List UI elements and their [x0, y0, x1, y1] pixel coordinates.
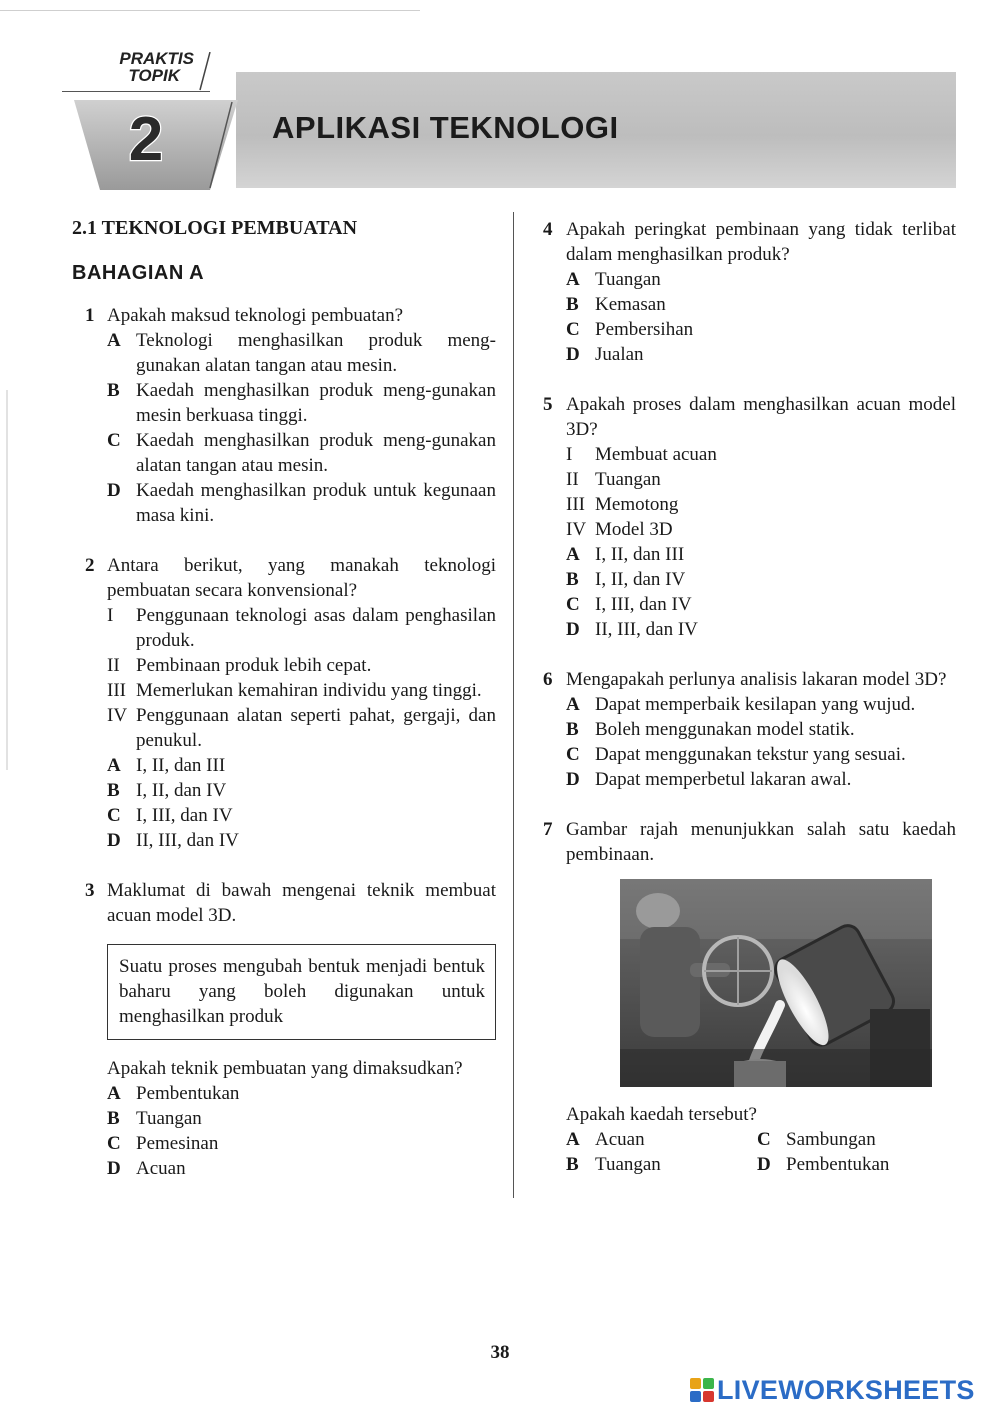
option-text: Dapat menggunakan tekstur yang sesuai. [595, 744, 906, 765]
option-letter: B [107, 380, 120, 401]
option-letter: C [566, 594, 580, 615]
option-letter: B [107, 780, 120, 801]
question-number: 7 [543, 819, 553, 840]
liveworksheets-logo[interactable] [690, 1374, 975, 1406]
option-text: I, II, dan IV [595, 569, 686, 590]
option-b[interactable] [566, 1152, 757, 1177]
option-c[interactable] [566, 317, 956, 342]
option-letter: D [757, 1154, 771, 1175]
statement-i [107, 603, 496, 653]
option-d[interactable] [566, 617, 956, 642]
statement-iv [566, 517, 956, 542]
statement-text: Tuangan [595, 469, 661, 490]
question-number: 3 [85, 880, 95, 901]
question-text: Gambar rajah menunjukkan salah satu kaedah pembinaan. [566, 819, 956, 865]
statement-iii [566, 492, 956, 517]
option-a[interactable] [566, 267, 956, 292]
option-letter: D [107, 480, 121, 501]
option-letter: A [566, 1129, 580, 1150]
option-letter: A [107, 330, 121, 351]
option-text: Pembentukan [786, 1154, 890, 1175]
statement-text: Model 3D [595, 519, 673, 540]
option-letter: C [757, 1129, 771, 1150]
option-letter: C [107, 1133, 121, 1154]
casting-photo [620, 879, 932, 1087]
statement-i [566, 442, 956, 467]
question-prompt: Apakah teknik pembuatan yang dimaksudkan? [107, 1058, 463, 1079]
option-a[interactable] [107, 1081, 496, 1106]
liveworksheets-icon [690, 1378, 714, 1402]
option-text: I, II, dan IV [136, 780, 227, 801]
option-letter: A [566, 544, 580, 565]
question-number: 6 [543, 669, 553, 690]
option-letter: D [107, 1158, 121, 1179]
option-text: Pembersihan [595, 319, 694, 340]
option-letter: B [566, 1154, 579, 1175]
option-d[interactable] [566, 342, 956, 367]
option-c[interactable] [107, 428, 496, 478]
statement-numeral: III [107, 680, 126, 701]
option-text: Acuan [136, 1158, 186, 1179]
praktis-label: PRAKTIS [119, 49, 194, 68]
option-letter: B [566, 294, 579, 315]
question-1 [72, 303, 496, 528]
question-2 [72, 553, 496, 853]
statement-numeral: II [566, 469, 579, 490]
statement-text: Penggunaan teknologi asas dalam penghasilan produk. [136, 605, 496, 651]
question-5 [540, 392, 956, 642]
left-column [72, 212, 496, 1181]
scan-edge-shadow [6, 390, 8, 770]
section-heading: 2.1 TEKNOLOGI PEMBUATAN [72, 217, 358, 239]
statement-text: Penggunaan alatan seperti pahat, gergaji, dan penukul. [136, 705, 496, 751]
option-letter: D [566, 619, 580, 640]
option-b[interactable] [107, 1106, 496, 1131]
option-d[interactable] [107, 478, 496, 528]
option-c[interactable] [107, 1131, 496, 1156]
option-letter: A [107, 755, 121, 776]
option-letter: A [566, 694, 580, 715]
question-number: 4 [543, 219, 553, 240]
praktis-topik-label [98, 50, 194, 84]
statement-iii [107, 678, 496, 703]
option-text: Sambungan [786, 1129, 876, 1150]
question-number: 1 [85, 305, 95, 326]
statement-iv [107, 703, 496, 753]
option-text: Dapat memperbetul lakaran awal. [595, 769, 852, 790]
option-c[interactable] [566, 592, 956, 617]
statement-ii [566, 467, 956, 492]
statement-text: Memotong [595, 494, 679, 515]
option-grid [566, 1127, 956, 1177]
option-a[interactable] [566, 692, 956, 717]
option-c[interactable] [107, 803, 496, 828]
statement-numeral: III [566, 494, 585, 515]
question-text: Apakah maksud teknologi pembuatan? [107, 305, 404, 326]
question-number: 2 [85, 555, 95, 576]
option-d[interactable] [757, 1152, 957, 1177]
question-text: Maklumat di bawah mengenai teknik membuat acuan model 3D. [107, 880, 496, 926]
question-text: Mengapakah perlunya analisis lakaran model 3D? [566, 669, 947, 690]
statement-numeral: II [107, 655, 120, 676]
question-7 [540, 817, 956, 1177]
option-text: Dapat memperbaik kesilapan yang wujud. [595, 694, 916, 715]
topik-label: TOPIK [128, 66, 180, 85]
statement-text: Pembinaan produk lebih cepat. [136, 655, 372, 676]
label-underline [62, 91, 210, 92]
option-b[interactable] [566, 567, 956, 592]
option-letter: D [566, 344, 580, 365]
option-letter: C [107, 805, 121, 826]
right-column [540, 217, 956, 1177]
option-text: I, III, dan IV [136, 805, 233, 826]
option-d[interactable] [107, 1156, 496, 1181]
option-text: I, II, dan III [136, 755, 226, 776]
option-letter: B [107, 1108, 120, 1129]
topic-number: 2 [128, 105, 164, 174]
option-text: Tuangan [595, 269, 661, 290]
option-letter: C [107, 430, 121, 451]
question-4 [540, 217, 956, 367]
statement-numeral: I [566, 444, 573, 465]
statement-ii [107, 653, 496, 678]
option-a[interactable] [107, 328, 496, 378]
question-3 [72, 878, 496, 1181]
page-title: APLIKASI TEKNOLOGI [272, 110, 619, 145]
option-text: Kemasan [595, 294, 666, 315]
option-text: Pembentukan [136, 1083, 240, 1104]
statement-text: Memerlukan kemahiran individu yang tinggi. [136, 680, 482, 701]
option-c[interactable] [566, 742, 956, 767]
option-d[interactable] [566, 767, 956, 792]
option-text: Tuangan [136, 1108, 202, 1129]
option-letter: B [566, 719, 579, 740]
option-b[interactable] [107, 778, 496, 803]
option-text: II, III, dan IV [136, 830, 239, 851]
option-letter: A [566, 269, 580, 290]
brand-name: LIVEWORKSHEETS [717, 1374, 975, 1405]
top-rule [0, 10, 420, 11]
option-text: I, III, dan IV [595, 594, 692, 615]
option-letter: B [566, 569, 579, 590]
option-text: Kaedah menghasilkan produk meng-gunakan mesin berkuasa tinggi. [136, 380, 496, 426]
option-b[interactable] [566, 292, 956, 317]
statement-numeral: I [107, 605, 114, 626]
question-text: Apakah proses dalam menghasilkan acuan model 3D? [566, 394, 956, 440]
option-letter: D [566, 769, 580, 790]
option-text: Teknologi menghasilkan produk meng-gunakan alatan tangan atau mesin. [136, 330, 496, 376]
option-text: Kaedah menghasilkan produk untuk kegunaan masa kini. [136, 480, 496, 526]
option-text: Acuan [595, 1129, 645, 1150]
option-c[interactable] [757, 1127, 957, 1152]
option-text: II, III, dan IV [595, 619, 698, 640]
question-number: 5 [543, 394, 553, 415]
option-a[interactable] [107, 753, 496, 778]
option-a[interactable] [566, 1127, 757, 1152]
question-text: Antara berikut, yang manakah teknologi pembuatan secara konvensional? [107, 555, 496, 601]
option-b[interactable] [107, 378, 496, 428]
page-number: 38 [490, 1342, 510, 1363]
info-box: Suatu proses mengubah bentuk menjadi bentuk baharu yang boleh digunakan untuk menghasilkan produk [107, 944, 496, 1040]
option-text: Kaedah menghasilkan produk meng-gunakan alatan tangan atau mesin. [136, 430, 496, 476]
option-letter: C [566, 319, 580, 340]
option-a[interactable] [566, 542, 956, 567]
option-d[interactable] [107, 828, 496, 853]
statement-numeral: IV [566, 519, 587, 540]
option-text: Jualan [595, 344, 644, 365]
statement-numeral: IV [107, 705, 128, 726]
part-heading: BAHAGIAN A [72, 262, 205, 284]
question-prompt: Apakah kaedah tersebut? [566, 1104, 757, 1125]
option-letter: C [566, 744, 580, 765]
option-text: I, II, dan III [595, 544, 685, 565]
option-b[interactable] [566, 717, 956, 742]
option-text: Tuangan [595, 1154, 661, 1175]
option-text: Pemesinan [136, 1133, 219, 1154]
option-letter: A [107, 1083, 121, 1104]
question-text: Apakah peringkat pembinaan yang tidak terlibat dalam menghasilkan produk? [566, 219, 956, 265]
question-6 [540, 667, 956, 792]
statement-text: Membuat acuan [595, 444, 717, 465]
option-text: Boleh menggunakan model statik. [595, 719, 855, 740]
column-divider [513, 212, 514, 1198]
option-letter: D [107, 830, 121, 851]
